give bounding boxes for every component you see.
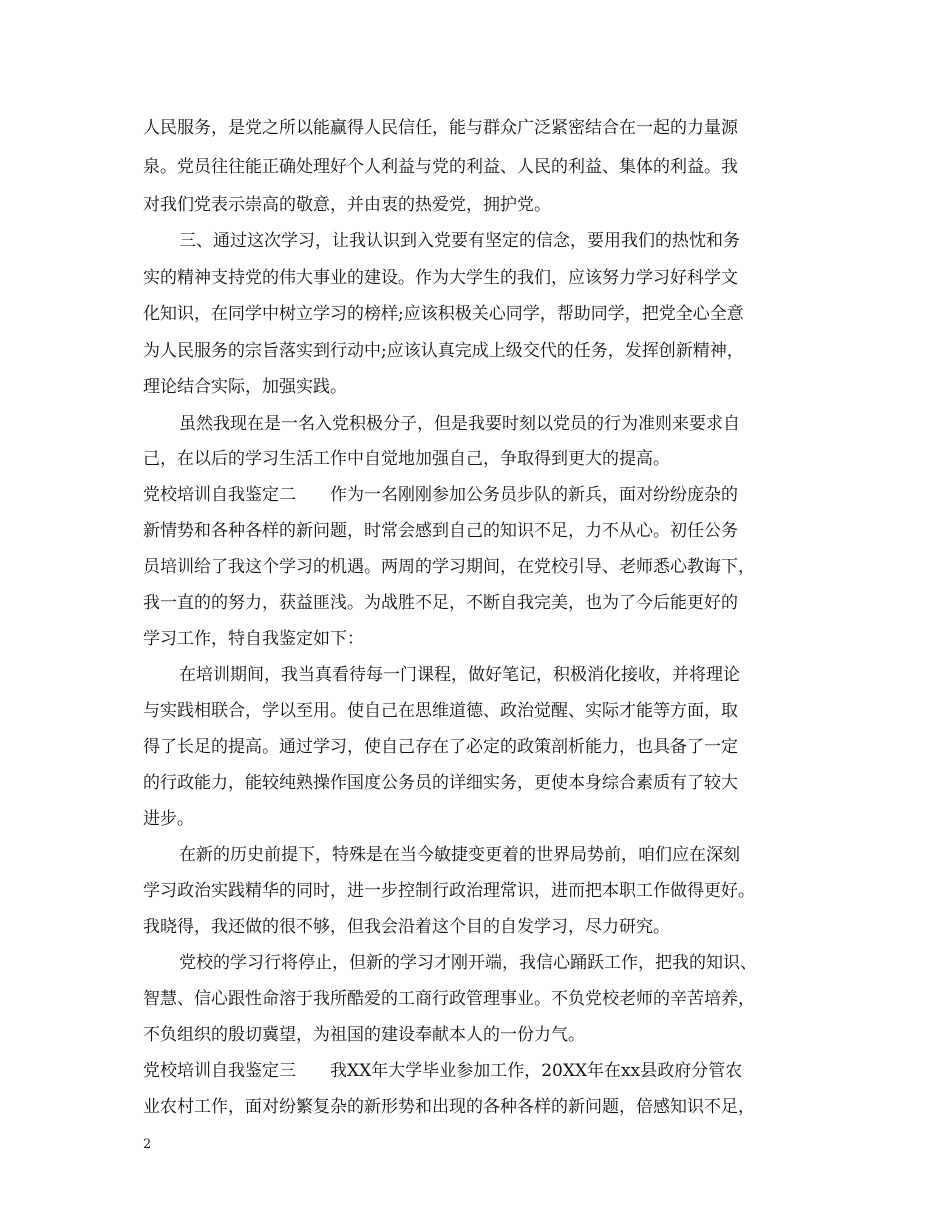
text-line: 理论结合实际，加强实践。 bbox=[143, 377, 347, 397]
paragraph-line-indented: 在新的历史前提下，特殊是在当今敏捷变更着的世界局势前，咱们应在深刻 bbox=[179, 845, 740, 865]
paragraph-line-indented: 党校的学习行将停止，但新的学习才刚开端，我信心踊跃工作，把我的知识、 bbox=[179, 953, 757, 973]
paragraph-line-indented: 在培训期间，我当真看待每一门课程，做好笔记，积极消化接收，并将理论 bbox=[179, 665, 740, 685]
text-line: 我晓得，我还做的很不够，但我会沿着这个目的自发学习，尽力研究。 bbox=[143, 917, 670, 937]
text-line: 与实践相联合，学以至用。使自己在思维道德、政治觉醒、实际才能等方面，取 bbox=[143, 701, 738, 721]
text-line: 进步。 bbox=[143, 809, 194, 829]
text-line: 己，在以后的学习生活工作中自觉地加强自己，争取得到更大的提高。 bbox=[143, 449, 670, 469]
text-line: 化知识，在同学中树立学习的榜样;应该积极关心同学，帮助同学，把党全心全意 bbox=[143, 304, 744, 324]
page-number: 2 bbox=[143, 1137, 152, 1152]
paragraph-line-indented: 虽然我现在是一名入党积极分子，但是我要时刻以党员的行为准则来要求自 bbox=[179, 414, 740, 434]
text-line: 对我们党表示崇高的敬意，并由衷的热爱党，拥护党。 bbox=[143, 195, 551, 215]
text-line: 实的精神支持党的伟大事业的建设。作为大学生的我们，应该努力学习好科学文 bbox=[143, 268, 738, 288]
section-heading-line: 党校培训自我鉴定二 作为一名刚刚参加公务员步队的新兵，面对纷纷庞杂的 bbox=[143, 485, 738, 505]
text-line: 的行政能力，能较纯熟操作国度公务员的详细实务，更使本身综合素质有了较大 bbox=[143, 773, 738, 793]
text-line: 我一直的的努力，获益匪浅。为战胜不足，不断自我完美，也为了今后能更好的 bbox=[143, 593, 738, 613]
text-line: 员培训给了我这个学习的机遇。两周的学习期间，在党校引导、老师悉心教诲下， bbox=[143, 557, 755, 577]
text-line: 泉。党员往往能正确处理好个人利益与党的利益、人民的利益、集体的利益。我 bbox=[143, 157, 738, 177]
section-heading-line: 党校培训自我鉴定三 我XX年大学毕业参加工作，20XX年在xx县政府分管农 bbox=[143, 1061, 743, 1081]
text-line: 不负组织的殷切冀望，为祖国的建设奉献本人的一份力气。 bbox=[143, 1025, 585, 1045]
paragraph-line-indented: 三、通过这次学习，让我认识到入党要有坚定的信念，要用我们的热忱和务 bbox=[179, 231, 740, 251]
text-line: 学习工作，特自我鉴定如下： bbox=[143, 629, 364, 649]
text-line: 人民服务，是党之所以能赢得人民信任，能与群众广泛紧密结合在一起的力量源 bbox=[143, 118, 738, 138]
text-line: 得了长足的提高。通过学习，使自己存在了必定的政策剖析能力，也具备了一定 bbox=[143, 737, 738, 757]
text-line: 学习政治实践精华的同时，进一步控制行政治理常识，进而把本职工作做得更好。 bbox=[143, 881, 755, 901]
text-line: 智慧、信心跟性命溶于我所酷爱的工商行政管理事业。不负党校老师的辛苦培养， bbox=[143, 989, 755, 1009]
text-line: 新情势和各种各样的新问题，时常会感到自己的知识不足，力不从心。初任公务 bbox=[143, 521, 738, 541]
text-line: 业农村工作，面对纷繁复杂的新形势和出现的各种各样的新问题，倍感知识不足， bbox=[143, 1097, 755, 1117]
text-line: 为人民服务的宗旨落实到行动中;应该认真完成上级交代的任务，发挥创新精神， bbox=[143, 341, 744, 361]
